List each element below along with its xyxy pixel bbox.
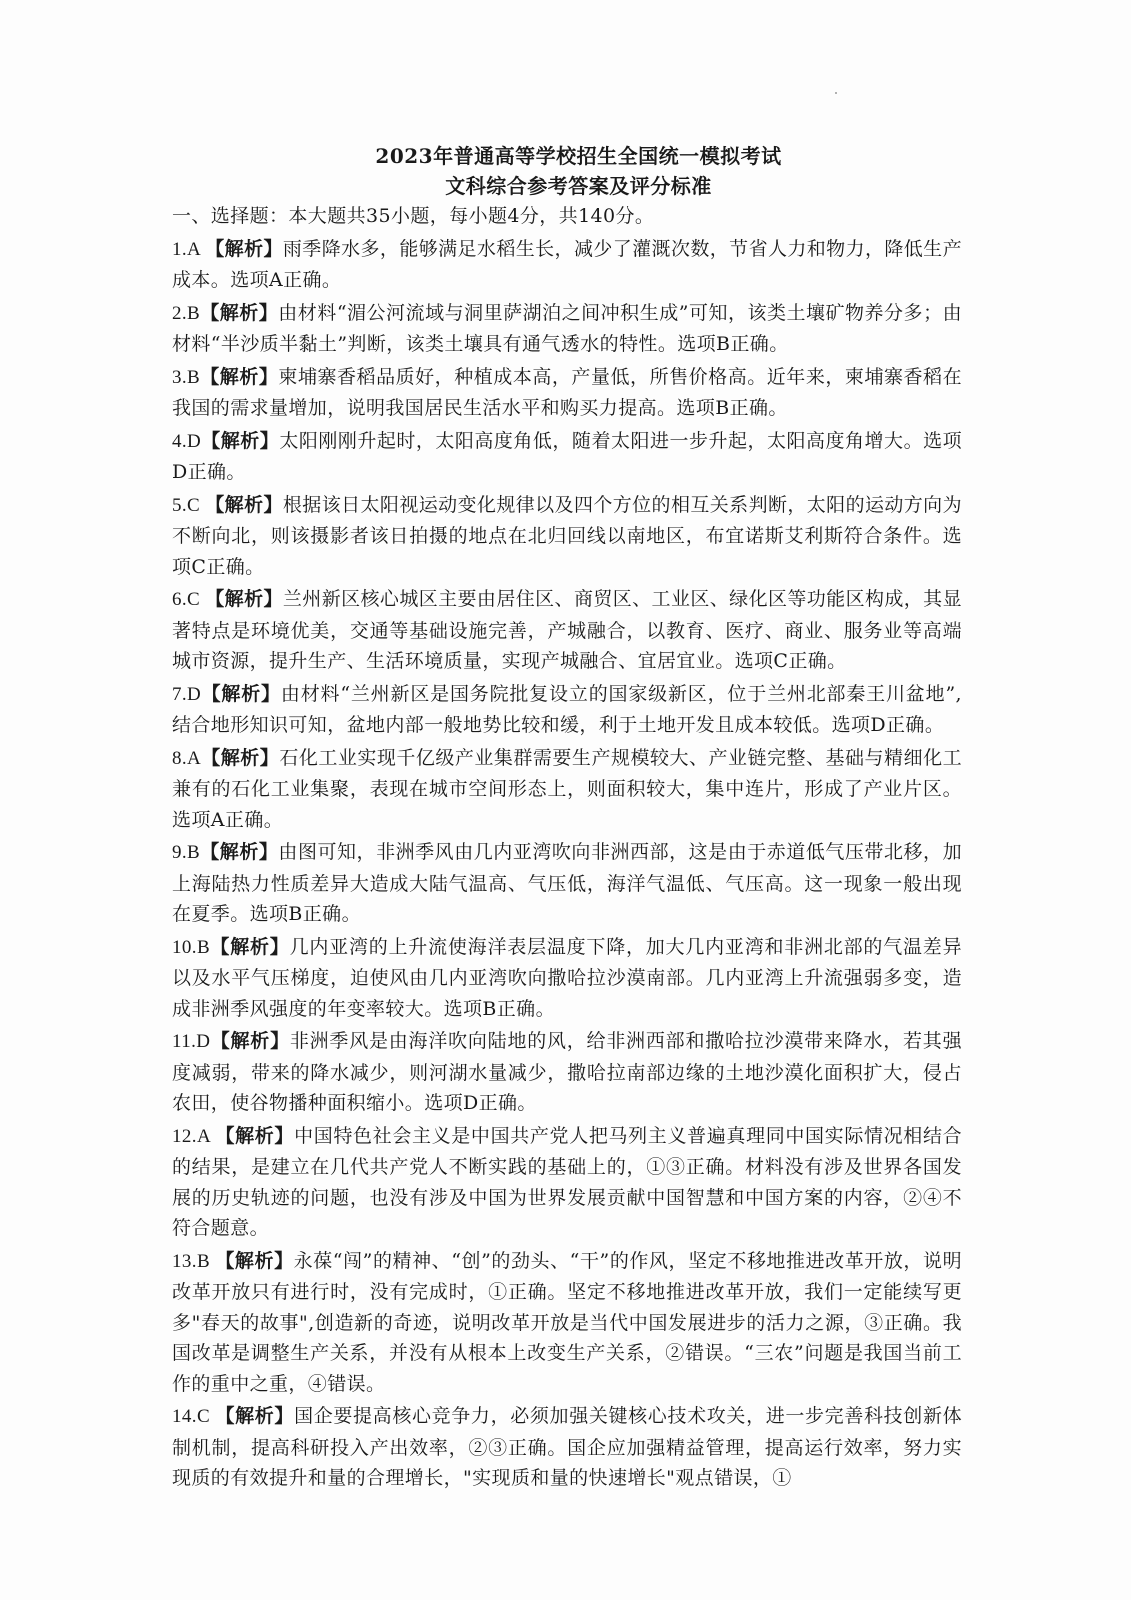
answer-item-7: [172, 679, 962, 741]
answer-number: 10.B: [172, 936, 211, 958]
answer-item-14: [172, 1401, 962, 1494]
analysis-tag: 【解析】: [205, 588, 283, 610]
answer-number: 11.D: [172, 1031, 211, 1052]
analysis-tag: 【解析】: [201, 429, 280, 452]
analysis-tag: 【解析】: [200, 841, 279, 863]
answer-text: 由材料“兰州新区是国务院批复设立的国家级新区，位于兰州北部秦王川盆地”,结合地形知识可知，盆地内部一般地势比较和缓，利于土地开发且成本较低。选项D正确。: [172, 682, 962, 736]
answer-item-8: [172, 743, 962, 836]
analysis-tag: 【解析】: [215, 1249, 294, 1272]
answer-number: 1.A: [172, 238, 206, 260]
document-title: 2023年普通高等学校招生全国统一模拟考试: [375, 144, 782, 168]
answer-number: 3.B: [172, 366, 201, 388]
answer-body: [172, 201, 962, 1496]
answer-item-5: [172, 490, 962, 583]
answer-number: 7.D: [172, 683, 202, 705]
analysis-tag: 【解析】: [201, 746, 280, 769]
answer-item-2: [172, 298, 962, 360]
analysis-tag: 【解析】: [205, 237, 283, 260]
answer-text: 太阳刚刚升起时，太阳高度角低，随着太阳进一步升起，太阳高度角增大。选项D正确。: [172, 429, 962, 483]
answer-item-3: [172, 362, 962, 424]
answer-number: 8.A: [172, 747, 202, 769]
answer-text: 几内亚湾的上升流使海洋表层温度下降，加大几内亚湾和非洲北部的气温差异以及水平气压梯度，迫使风由几内亚湾吹向撒哈拉沙漠南部。几内亚湾上升流强弱多变，造成非洲季风强度的年变率较大。选项B正确。: [172, 935, 962, 1020]
analysis-tag: 【解析】: [210, 1030, 290, 1052]
header: [0, 141, 1131, 201]
answer-item-11: [172, 1026, 962, 1119]
answer-text: 根据该日太阳视运动变化规律以及四个方位的相互关系判断，太阳的运动方向为不断向北，则该摄影者该日拍摄的地点在北归回线以南地区，布宜诺斯艾利斯符合条件。选项C正确。: [172, 493, 962, 578]
answer-text: 雨季降水多，能够满足水稻生长，减少了灌溉次数，节省人力和物力，降低生产成本。选项A正确。: [172, 237, 962, 291]
answer-item-10: [172, 932, 962, 1025]
analysis-tag: 【解析】: [215, 1405, 295, 1427]
answer-number: 4.D: [172, 430, 202, 452]
answer-item-13: [172, 1246, 962, 1400]
answer-number: 9.B: [172, 842, 201, 863]
answer-item-1: [172, 234, 962, 296]
section-heading: 一、选择题：本大题共35小题，每小题4分，共140分。: [172, 205, 655, 227]
answer-text: 石化工业实现千亿级产业集群需要生产规模较大、产业链完整、基础与精细化工兼有的石化工业集聚，表现在城市空间形态上，则面积较大，集中连片，形成了产业片区。选项A正确。: [172, 746, 962, 831]
answer-number: 6.C: [172, 589, 206, 610]
answer-number: 13.B: [172, 1250, 216, 1272]
analysis-tag: 【解析】: [210, 935, 290, 958]
answer-number: 12.A: [172, 1125, 216, 1147]
answer-item-12: [172, 1121, 962, 1244]
answer-number: 2.B: [172, 302, 201, 324]
answer-number: 5.C: [172, 494, 206, 516]
scan-speck: [835, 92, 837, 94]
answer-text: 中国特色社会主义是中国共产党人把马列主义普遍真理同中国实际情况相结合的结果，是建立在几代共产党人不断实践的基础上的，①③正确。材料没有涉及世界各国发展的历史轨迹的问题，也没有涉及中国为世界发展贡献中国智慧和中国方案的内容，②④不符合题意。: [172, 1124, 962, 1239]
analysis-tag: 【解析】: [201, 682, 281, 705]
analysis-tag: 【解析】: [205, 493, 283, 516]
document-subtitle: 文科综合参考答案及评分标准: [445, 174, 712, 198]
answer-text: 由材料“湄公河流域与洞里萨湖泊之间冲积生成”可知，该类土壤矿物养分多；由材料“半沙质半黏土”判断，该类土壤具有通气透水的特性。选项B正确。: [172, 301, 962, 355]
answer-item-6: [172, 584, 962, 677]
answer-text: 兰州新区核心城区主要由居住区、商贸区、工业区、绿化区等功能区构成，其显著特点是环境优美，交通等基础设施完善，产城融合，以教育、医疗、商业、服务业等高端城市资源，提升生产、生活环境质量，实现产城融合、宜居宜业。选项C正确。: [172, 588, 962, 672]
analysis-tag: 【解析】: [200, 365, 279, 388]
answer-text: 国企要提高核心竞争力，必须加强关键核心技术攻关，进一步完善科技创新体制机制，提高科研投入产出效率，②③正确。国企应加强精益管理，提高运行效率，努力实现质的有效提升和量的合理增长，"实现质和量的快速增长"观点错误，①: [172, 1405, 962, 1489]
answer-text: 柬埔寨香稻品质好，种植成本高，产量低，所售价格高。近年来，柬埔寨香稻在我国的需求量增加，说明我国居民生活水平和购买力提高。选项B正确。: [172, 365, 962, 419]
answer-item-9: [172, 837, 962, 930]
analysis-tag: 【解析】: [215, 1124, 295, 1147]
answer-text: 由图可知，非洲季风由几内亚湾吹向非洲西部，这是由于赤道低气压带北移，加上海陆热力性质差异大造成大陆气温高、气压低，海洋气温低、气压高。这一现象一般出现在夏季。选项B正确。: [172, 841, 962, 925]
answer-text: 永葆“闯”的精神、“创”的劲头、“干”的作风，坚定不移地推进改革开放，说明改革开放只有进行时，没有完成时，①正确。坚定不移地推进改革开放，我们一定能续写更多"春天的故事",创造新的奇迹，说明改革开放是当代中国发展进步的活力之源，③正确。我国改革是调整生产关系，并没有从根本上改变生产关系，②错误。“三农”问题是我国当前工作的重中之重，④错误。: [172, 1249, 962, 1395]
answer-item-4: [172, 426, 962, 488]
answer-number: 14.C: [172, 1406, 216, 1427]
analysis-tag: 【解析】: [200, 301, 279, 324]
answer-text: 非洲季风是由海洋吹向陆地的风，给非洲西部和撒哈拉沙漠带来降水，若其强度减弱，带来的降水减少，则河湖水量减少，撒哈拉南部边缘的土地沙漠化面积扩大，侵占农田，使谷物播种面积缩小。选项D正确。: [172, 1030, 962, 1114]
